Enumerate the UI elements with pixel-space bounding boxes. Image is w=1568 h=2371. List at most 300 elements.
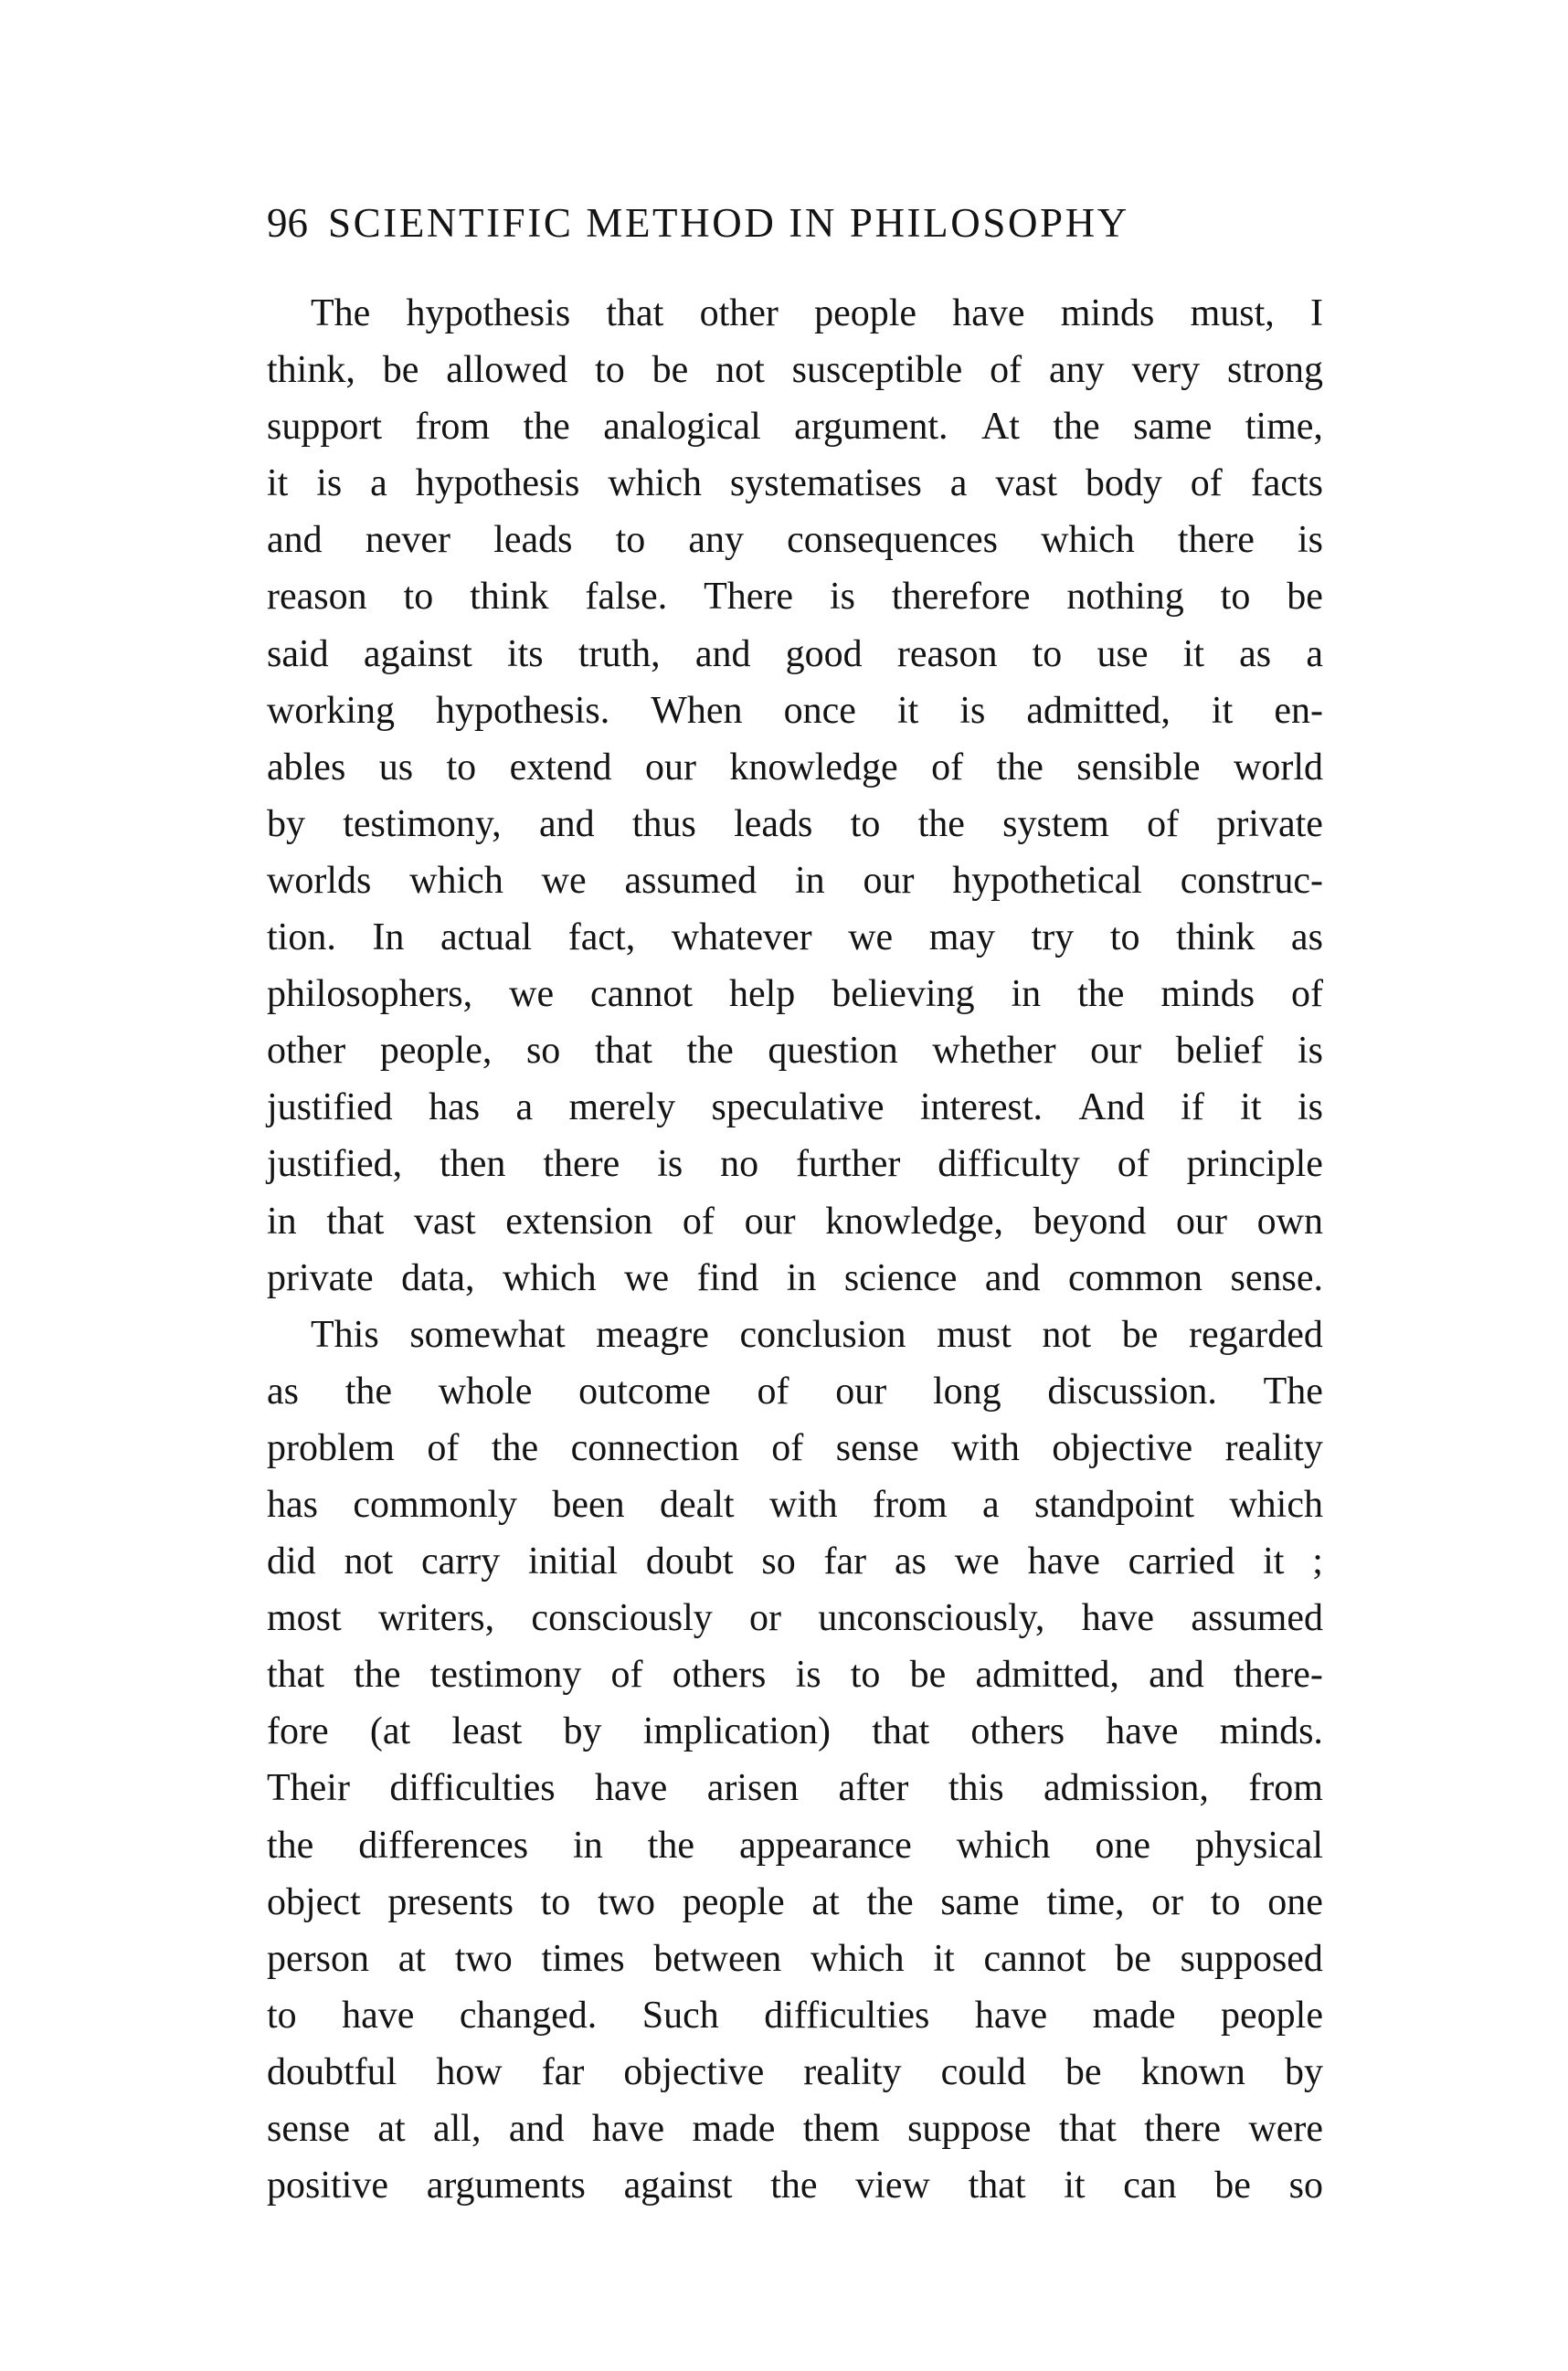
word: of bbox=[1147, 802, 1180, 845]
word: I bbox=[1310, 292, 1323, 334]
word: the bbox=[1077, 973, 1125, 1016]
word: objective bbox=[623, 2050, 765, 2093]
word: it bbox=[1064, 2165, 1086, 2207]
word: which bbox=[1041, 519, 1135, 562]
word: arguments bbox=[426, 2165, 586, 2207]
word: with bbox=[768, 1483, 838, 1526]
word: and bbox=[508, 2108, 565, 2150]
word: our bbox=[1090, 1030, 1142, 1073]
word: known bbox=[1140, 2050, 1245, 2093]
word: This bbox=[311, 1313, 379, 1356]
word: the bbox=[996, 746, 1044, 789]
word: private bbox=[1216, 802, 1323, 845]
word: it bbox=[896, 689, 919, 732]
word: unconsciously, bbox=[818, 1597, 1045, 1640]
word: to bbox=[1032, 632, 1063, 675]
word: be bbox=[1287, 576, 1323, 619]
page-number: 96 bbox=[267, 200, 308, 246]
word: nothing bbox=[1066, 576, 1184, 619]
word: sense bbox=[835, 1426, 919, 1469]
word: standpoint bbox=[1033, 1483, 1194, 1526]
text-line bbox=[267, 1817, 1323, 1874]
word: use bbox=[1097, 632, 1149, 675]
text-line bbox=[267, 2044, 1323, 2101]
word: reason bbox=[267, 576, 367, 619]
word: against bbox=[623, 2165, 733, 2207]
word: data, bbox=[401, 1256, 475, 1299]
text-line bbox=[267, 1250, 1323, 1307]
word: and bbox=[267, 519, 323, 562]
word: never bbox=[365, 519, 451, 562]
word: far bbox=[823, 1540, 867, 1583]
word: actual bbox=[440, 916, 533, 959]
text-line bbox=[267, 1136, 1323, 1192]
word: there bbox=[1144, 2108, 1222, 2150]
word: which bbox=[608, 462, 702, 505]
word: cannot bbox=[590, 973, 693, 1016]
word: there- bbox=[1233, 1654, 1323, 1697]
word: writers, bbox=[377, 1597, 495, 1640]
word: must bbox=[937, 1313, 1012, 1356]
word: and bbox=[538, 802, 595, 845]
word: assumed bbox=[624, 859, 758, 902]
word: have bbox=[591, 2108, 665, 2150]
word: of bbox=[1291, 973, 1323, 1016]
word: differences bbox=[358, 1824, 529, 1867]
word: therefore bbox=[891, 576, 1031, 619]
word: philosophers, bbox=[267, 973, 473, 1016]
word: long bbox=[933, 1370, 1001, 1413]
word: as bbox=[1239, 632, 1272, 675]
word: not bbox=[715, 349, 765, 392]
word: working bbox=[267, 689, 395, 732]
word: think, bbox=[267, 349, 355, 392]
word: question bbox=[768, 1030, 898, 1073]
word: In bbox=[372, 916, 405, 959]
word: have bbox=[952, 292, 1025, 334]
word: time, bbox=[1046, 1880, 1125, 1923]
word: admitted, bbox=[1026, 689, 1171, 732]
word: them bbox=[802, 2108, 880, 2150]
text-line bbox=[267, 739, 1323, 796]
word: difficulties bbox=[764, 1994, 930, 2037]
word: other bbox=[699, 292, 779, 334]
word: against bbox=[363, 632, 472, 675]
word: so bbox=[525, 1030, 561, 1073]
word: to bbox=[540, 1880, 571, 1923]
word: sensible bbox=[1076, 746, 1201, 789]
word: (at bbox=[369, 1710, 411, 1753]
word: implication) bbox=[642, 1710, 831, 1753]
word: the bbox=[267, 1824, 314, 1867]
word: to bbox=[403, 576, 434, 619]
word: at bbox=[377, 2108, 406, 2150]
word: meagre bbox=[596, 1313, 709, 1356]
word: discussion. bbox=[1047, 1370, 1217, 1413]
word: be bbox=[909, 1654, 947, 1697]
word: believing bbox=[832, 973, 975, 1016]
word: arisen bbox=[706, 1767, 800, 1810]
word: commonly bbox=[353, 1483, 517, 1526]
word: knowledge, bbox=[825, 1200, 1004, 1243]
word: to bbox=[446, 746, 477, 789]
word: that bbox=[326, 1200, 385, 1243]
text-line bbox=[267, 852, 1323, 909]
word: minds bbox=[1060, 292, 1155, 334]
word: extend bbox=[509, 746, 612, 789]
text-line bbox=[267, 796, 1323, 852]
word: of bbox=[1117, 1143, 1150, 1186]
word: leads bbox=[734, 802, 813, 845]
word: be bbox=[1121, 1313, 1159, 1356]
word: doubtful bbox=[267, 2050, 397, 2093]
word: reality bbox=[803, 2050, 902, 2093]
word: that bbox=[606, 292, 664, 334]
word: regarded bbox=[1189, 1313, 1323, 1356]
word: if bbox=[1181, 1086, 1204, 1129]
text-line bbox=[267, 455, 1323, 512]
word: we bbox=[509, 973, 555, 1016]
word: systematises bbox=[729, 462, 922, 505]
text-line bbox=[267, 1931, 1323, 1987]
word: presents bbox=[387, 1880, 514, 1923]
word: at bbox=[811, 1880, 840, 1923]
word: beyond bbox=[1033, 1200, 1147, 1243]
word: be bbox=[652, 349, 689, 392]
word: which bbox=[1229, 1483, 1323, 1526]
word: this bbox=[948, 1767, 1004, 1810]
word: time, bbox=[1245, 406, 1323, 449]
word: been bbox=[552, 1483, 625, 1526]
word: whether bbox=[932, 1030, 1056, 1073]
word: that bbox=[267, 1654, 324, 1697]
word: merely bbox=[568, 1086, 676, 1129]
word: is bbox=[1297, 519, 1323, 562]
word: how bbox=[436, 2050, 503, 2093]
word: one bbox=[1267, 1880, 1323, 1923]
word: no bbox=[720, 1143, 759, 1186]
word: have bbox=[974, 1994, 1048, 2037]
word: the bbox=[344, 1370, 393, 1413]
word: the bbox=[686, 1030, 734, 1073]
word: find bbox=[696, 1256, 759, 1299]
word: same bbox=[940, 1880, 1020, 1923]
word: our bbox=[644, 746, 696, 789]
word: is bbox=[959, 689, 986, 732]
word: world bbox=[1234, 746, 1323, 789]
word: difficulty bbox=[938, 1143, 1080, 1186]
word: think bbox=[1176, 916, 1255, 959]
word: the bbox=[523, 406, 570, 449]
word: of bbox=[610, 1654, 643, 1697]
word: is bbox=[1297, 1086, 1323, 1129]
word: can bbox=[1123, 2165, 1177, 2207]
running-head bbox=[267, 196, 1272, 250]
word: cannot bbox=[983, 1937, 1086, 1980]
word: support bbox=[267, 406, 382, 449]
word: susceptible bbox=[791, 349, 963, 392]
word: from bbox=[415, 406, 491, 449]
word: a bbox=[370, 462, 387, 505]
word: from bbox=[1248, 1767, 1323, 1810]
word: others bbox=[672, 1654, 767, 1697]
word: to bbox=[1220, 576, 1251, 619]
word: consciously bbox=[531, 1597, 713, 1640]
word: may bbox=[928, 916, 996, 959]
text-line bbox=[267, 683, 1323, 739]
word: the bbox=[866, 1880, 914, 1923]
word: whole bbox=[438, 1370, 533, 1413]
word: try bbox=[1031, 916, 1075, 959]
word: have bbox=[1106, 1710, 1179, 1753]
word: supposed bbox=[1180, 1937, 1323, 1980]
word: dealt bbox=[659, 1483, 735, 1526]
word: our bbox=[863, 859, 915, 902]
word: science bbox=[843, 1256, 958, 1299]
word: of bbox=[757, 1370, 789, 1413]
word: we bbox=[624, 1256, 670, 1299]
word: it bbox=[1263, 1540, 1285, 1583]
word: has bbox=[267, 1483, 318, 1526]
word: body bbox=[1085, 462, 1162, 505]
word: be bbox=[1065, 2050, 1102, 2093]
word: is bbox=[657, 1143, 683, 1186]
word: which bbox=[409, 859, 503, 902]
word: hypothetical bbox=[952, 859, 1142, 902]
word: made bbox=[1092, 1994, 1176, 2037]
word: When bbox=[651, 689, 743, 732]
word: is bbox=[795, 1654, 821, 1697]
word: initial bbox=[528, 1540, 619, 1583]
text-line bbox=[267, 1703, 1323, 1760]
word: of bbox=[682, 1200, 715, 1243]
word: people, bbox=[379, 1030, 493, 1073]
word: admitted, bbox=[975, 1654, 1119, 1697]
word: the bbox=[491, 1426, 539, 1469]
word: any bbox=[1048, 349, 1105, 392]
word: one bbox=[1095, 1824, 1151, 1867]
word: people bbox=[814, 292, 917, 334]
word: problem bbox=[267, 1426, 395, 1469]
word: strong bbox=[1226, 349, 1323, 392]
text-line bbox=[267, 909, 1323, 966]
word: extension bbox=[505, 1200, 653, 1243]
word: as bbox=[894, 1540, 927, 1583]
word: so bbox=[1288, 2165, 1323, 2207]
paragraph bbox=[267, 285, 1323, 1307]
word: connection bbox=[570, 1426, 739, 1469]
word: good bbox=[785, 632, 863, 675]
word: then bbox=[440, 1143, 506, 1186]
word: not bbox=[344, 1540, 394, 1583]
word: physical bbox=[1195, 1824, 1323, 1867]
paragraph bbox=[267, 1307, 1323, 2215]
word: justified bbox=[267, 1086, 393, 1129]
word: us bbox=[378, 746, 414, 789]
word: or bbox=[1151, 1880, 1184, 1923]
word: reality bbox=[1224, 1426, 1323, 1469]
text-line bbox=[267, 2157, 1323, 2214]
word: with bbox=[951, 1426, 1020, 1469]
text-line bbox=[267, 1533, 1323, 1590]
word: At bbox=[980, 406, 1020, 449]
word: of bbox=[1190, 462, 1223, 505]
word: Their bbox=[267, 1767, 350, 1810]
text-line bbox=[267, 1193, 1323, 1250]
word: the bbox=[917, 802, 965, 845]
word: objective bbox=[1052, 1426, 1193, 1469]
word: as bbox=[1290, 916, 1323, 959]
word: the bbox=[647, 1824, 694, 1867]
word: difficulties bbox=[389, 1767, 556, 1810]
word: allowed bbox=[446, 349, 568, 392]
word: in bbox=[267, 1200, 297, 1243]
word: reason bbox=[896, 632, 998, 675]
word: there bbox=[543, 1143, 620, 1186]
word: admission, bbox=[1043, 1767, 1209, 1810]
body-text bbox=[267, 285, 1323, 2214]
word: others bbox=[970, 1710, 1065, 1753]
word: interest. bbox=[919, 1086, 1043, 1129]
word: that bbox=[872, 1710, 930, 1753]
word: outcome bbox=[578, 1370, 711, 1413]
word: there bbox=[1177, 519, 1255, 562]
word: is bbox=[316, 462, 343, 505]
word: hypothesis. bbox=[436, 689, 610, 732]
word: suppose bbox=[907, 2108, 1032, 2150]
word: our bbox=[1175, 1200, 1227, 1243]
word: it bbox=[267, 462, 289, 505]
word: to bbox=[615, 519, 646, 562]
word: it bbox=[933, 1937, 955, 1980]
word: false. bbox=[585, 576, 668, 619]
word: doubt bbox=[645, 1540, 734, 1583]
word: times bbox=[541, 1937, 625, 1980]
word: our bbox=[744, 1200, 796, 1243]
word: any bbox=[688, 519, 744, 562]
word: sense. bbox=[1230, 1256, 1323, 1299]
word: in bbox=[573, 1824, 603, 1867]
word: not bbox=[1042, 1313, 1092, 1356]
word: two bbox=[454, 1937, 513, 1980]
word: testimony bbox=[429, 1654, 582, 1697]
word: be bbox=[1214, 2165, 1251, 2207]
word: The bbox=[311, 292, 371, 334]
text-line bbox=[267, 1590, 1323, 1646]
word: once bbox=[783, 689, 856, 732]
word: that bbox=[968, 2165, 1026, 2207]
word: least bbox=[451, 1710, 523, 1753]
word: by bbox=[1284, 2050, 1323, 2093]
word: hypothesis bbox=[406, 292, 571, 334]
word: have bbox=[1027, 1540, 1100, 1583]
word: appearance bbox=[738, 1824, 912, 1867]
word: of bbox=[990, 349, 1022, 392]
word: sense bbox=[267, 2108, 350, 2150]
text-line bbox=[267, 568, 1323, 625]
word: facts bbox=[1250, 462, 1323, 505]
text-line bbox=[267, 1874, 1323, 1931]
word: other bbox=[267, 1030, 346, 1073]
text-line bbox=[267, 1760, 1323, 1816]
word: two bbox=[598, 1880, 655, 1923]
word: common bbox=[1068, 1256, 1203, 1299]
word: positive bbox=[267, 2165, 388, 2207]
word: people bbox=[1221, 1994, 1323, 2037]
word: the bbox=[770, 2165, 818, 2207]
word: speculative bbox=[711, 1086, 885, 1129]
word: or bbox=[749, 1597, 782, 1640]
word: further bbox=[796, 1143, 901, 1186]
word: carry bbox=[420, 1540, 501, 1583]
word: think bbox=[470, 576, 549, 619]
word: to bbox=[1210, 1880, 1241, 1923]
text-line bbox=[267, 2101, 1323, 2157]
word: did bbox=[267, 1540, 316, 1583]
word: made bbox=[692, 2108, 776, 2150]
word: it bbox=[1240, 1086, 1262, 1129]
word: could bbox=[940, 2050, 1026, 2093]
word: system bbox=[1002, 802, 1109, 845]
word: help bbox=[728, 973, 796, 1016]
word: a bbox=[515, 1086, 534, 1129]
text-line bbox=[267, 1477, 1323, 1533]
word: has bbox=[429, 1086, 481, 1129]
word: most bbox=[267, 1597, 342, 1640]
word: very bbox=[1131, 349, 1201, 392]
word: testimony, bbox=[343, 802, 502, 845]
word: is bbox=[829, 576, 855, 619]
word: view bbox=[855, 2165, 930, 2207]
word: have bbox=[595, 1767, 668, 1810]
word: object bbox=[267, 1880, 361, 1923]
word: to bbox=[595, 349, 625, 392]
word: be bbox=[1115, 1937, 1151, 1980]
word: worlds bbox=[267, 859, 372, 902]
word: that bbox=[594, 1030, 652, 1073]
word: and bbox=[694, 632, 751, 675]
word: in bbox=[786, 1256, 817, 1299]
word: it bbox=[1182, 632, 1204, 675]
word: after bbox=[838, 1767, 909, 1810]
word: fore bbox=[267, 1710, 329, 1753]
word: leads bbox=[493, 519, 573, 562]
text-line bbox=[267, 512, 1323, 568]
word: in bbox=[794, 859, 825, 902]
word: our bbox=[835, 1370, 887, 1413]
word: truth, bbox=[577, 632, 661, 675]
word: have bbox=[1081, 1597, 1155, 1640]
word: consequences bbox=[787, 519, 999, 562]
word: en- bbox=[1274, 689, 1323, 732]
word: justified, bbox=[267, 1143, 403, 1186]
word: ; bbox=[1312, 1540, 1323, 1583]
word: belief bbox=[1175, 1030, 1264, 1073]
word: to bbox=[267, 1994, 297, 2037]
word: people bbox=[682, 1880, 785, 1923]
text-line bbox=[267, 1363, 1323, 1420]
word: carried bbox=[1128, 1540, 1235, 1583]
word: have bbox=[342, 1994, 415, 2037]
text-line bbox=[267, 1307, 1323, 1363]
word: a bbox=[949, 462, 968, 505]
word: by bbox=[267, 802, 305, 845]
word: There bbox=[704, 576, 794, 619]
text-line bbox=[267, 398, 1323, 455]
word: of bbox=[427, 1426, 460, 1469]
word: thus bbox=[631, 802, 696, 845]
word: to bbox=[850, 1654, 881, 1697]
